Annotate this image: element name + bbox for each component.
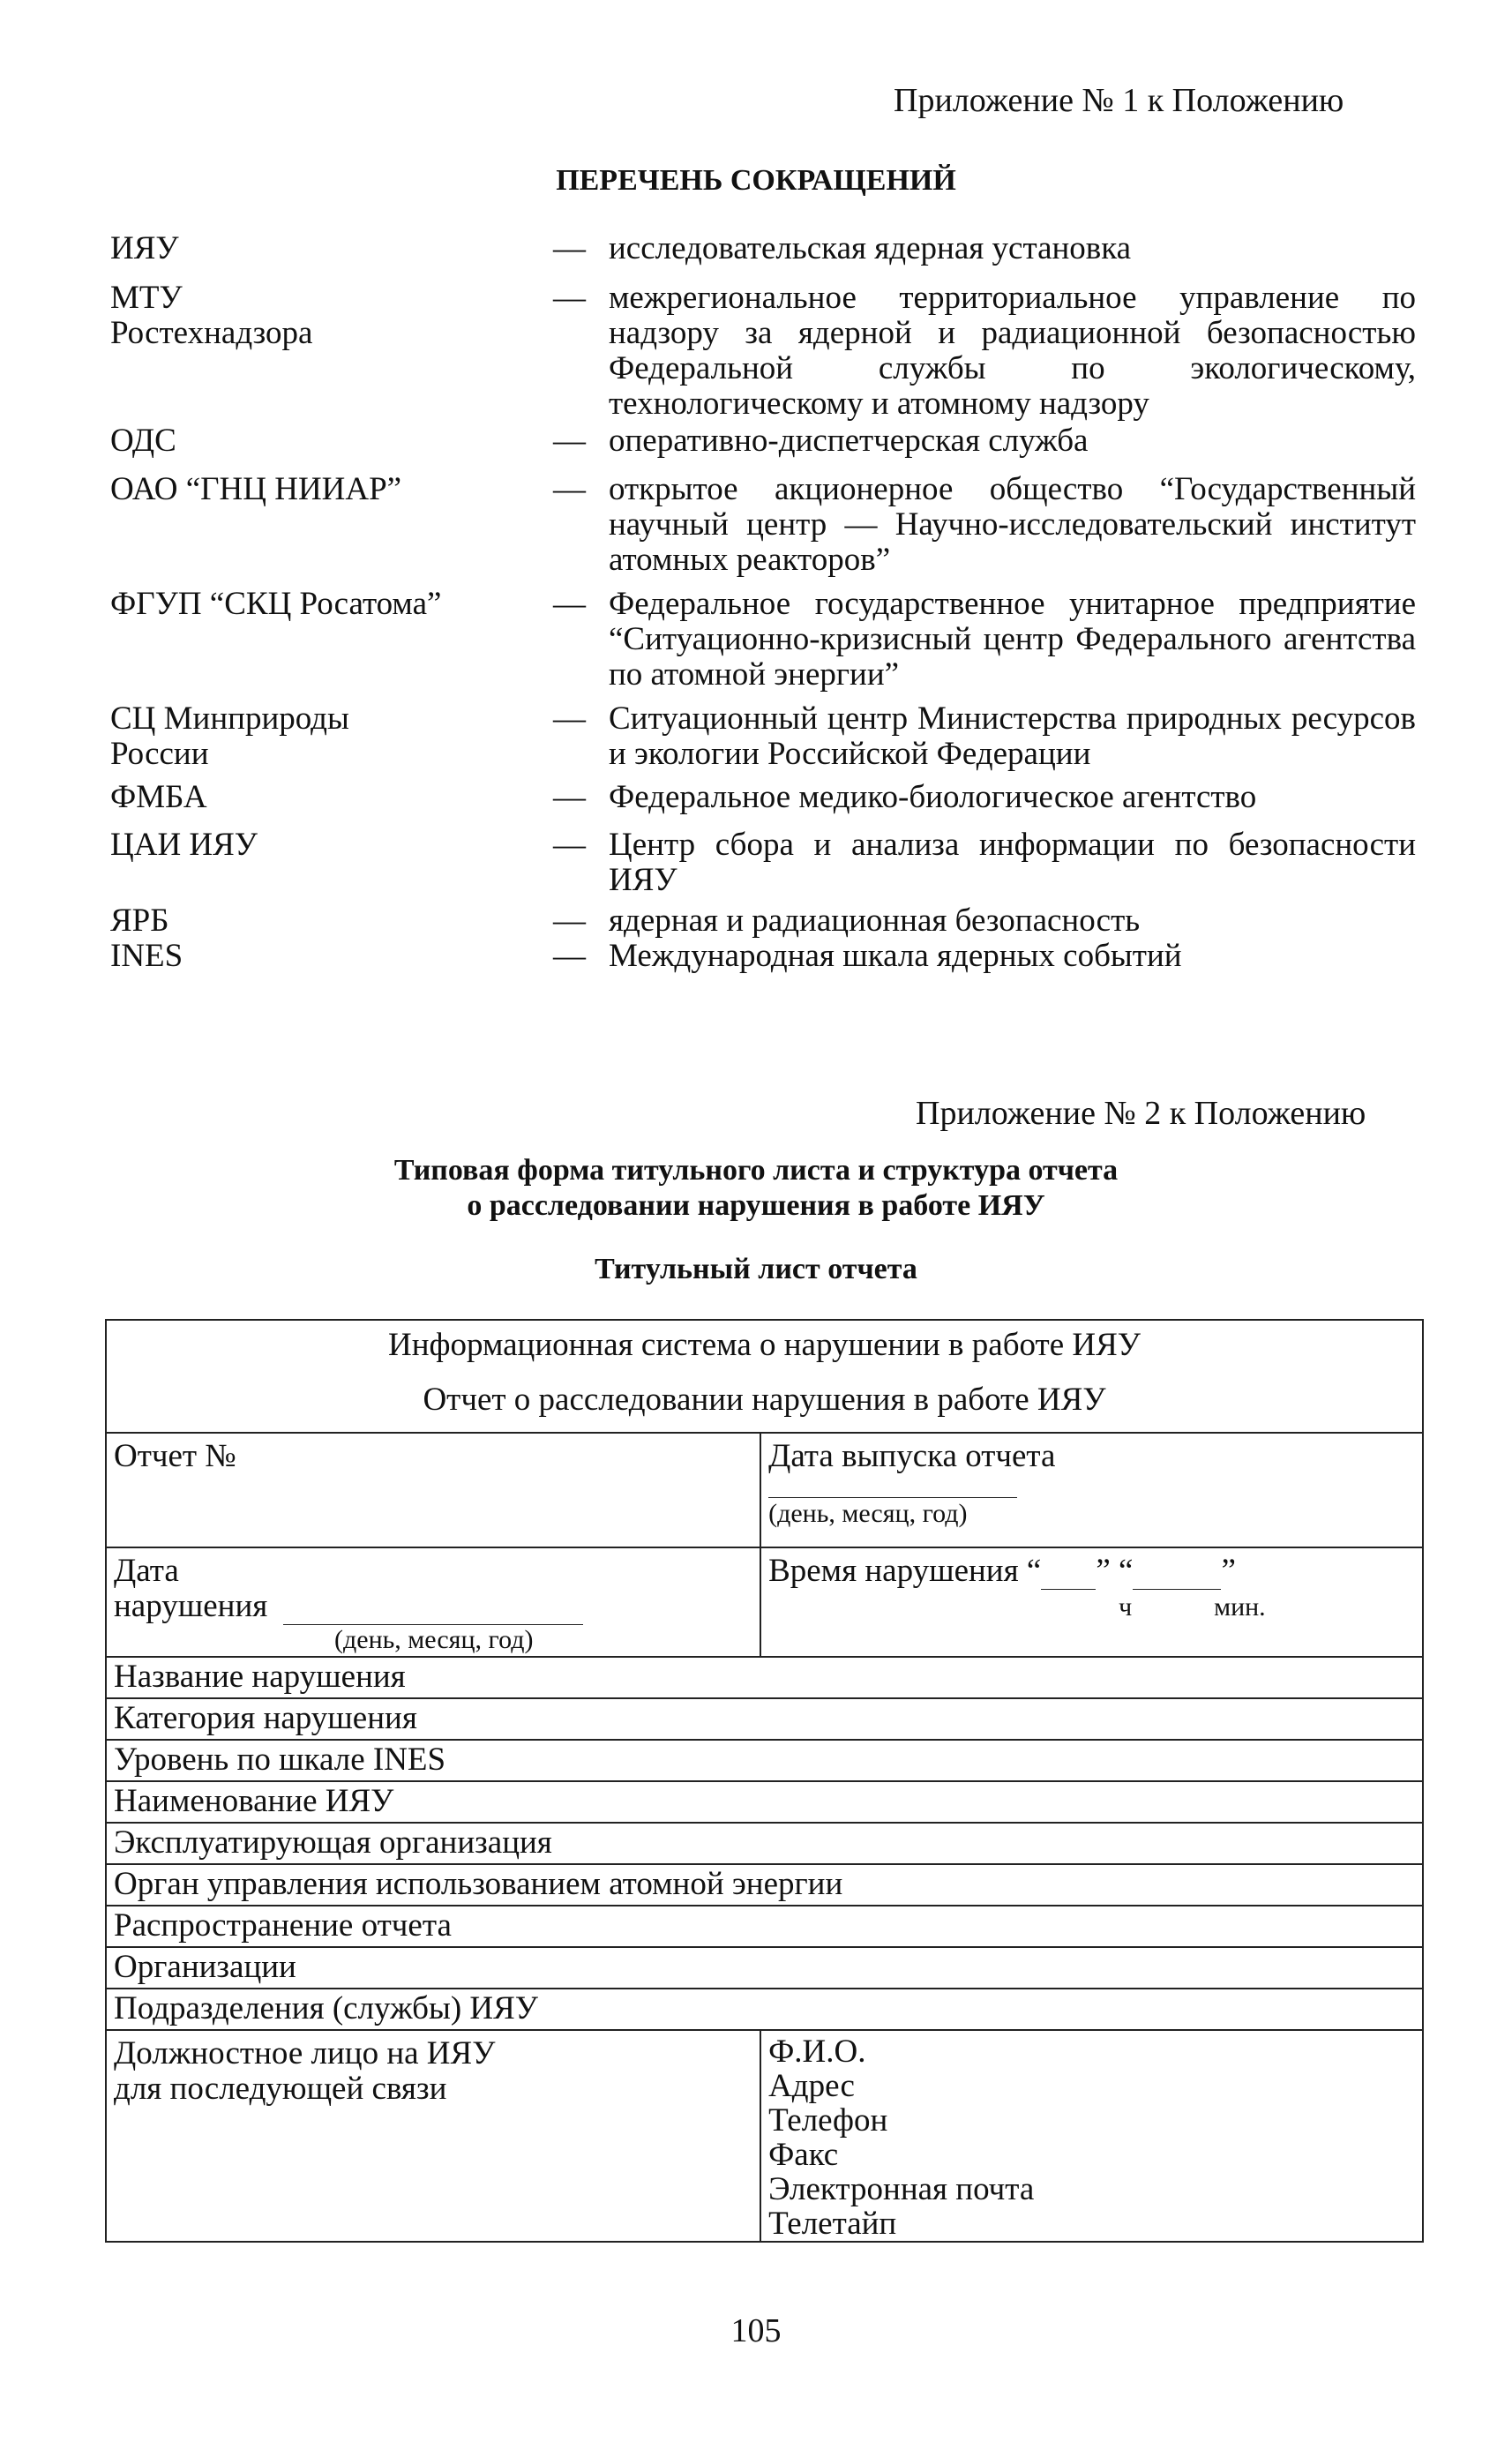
- abbreviation-dash: —: [553, 471, 586, 507]
- abbreviation-term: ОДС: [110, 423, 176, 459]
- abbreviation-term: ФГУП “СКЦ Росатома”: [110, 586, 442, 622]
- abbreviation-dash: —: [553, 280, 586, 316]
- system-name: Информационная система о нарушении в работе ИЯУ: [388, 1327, 1141, 1363]
- abbreviation-dash: —: [553, 700, 586, 737]
- abbreviation-definition: Федеральное медико-биологическое агентство: [609, 779, 1257, 815]
- abbreviation-term: СЦ Минприроды России: [110, 700, 349, 772]
- abbreviation-definition: межрегиональное территориальное управление по надзору за ядерной и радиационной безопасностью Федеральной службы по экологическому, технологическому и атомному надзору: [609, 280, 1416, 422]
- abbreviation-dash: —: [553, 586, 586, 622]
- contact-field-label: Телетайп: [768, 2206, 897, 2242]
- issue-date-hint: (день, месяц, год): [768, 1499, 968, 1528]
- abbreviation-dash: —: [553, 230, 586, 266]
- abbreviation-dash: —: [553, 779, 586, 815]
- abbreviation-term: ЯРБ: [110, 903, 169, 939]
- contact-field-label: Ф.И.О.: [768, 2034, 866, 2070]
- abbreviation-dash: —: [553, 827, 586, 863]
- abbreviation-definition: оперативно-диспетчерская служба: [609, 423, 1089, 459]
- abbreviation-definition: Ситуационный центр Министерства природных ресурсов и экологии Российской Федерации: [609, 700, 1416, 772]
- abbreviation-term: ФМБА: [110, 779, 207, 815]
- title-page-heading: Титульный лист отчета: [595, 1253, 917, 1285]
- form-field-row[interactable]: Уровень по шкале INES: [106, 1740, 1423, 1781]
- hours-hint: ч: [1119, 1592, 1133, 1622]
- hours-open-quote: “: [1026, 1553, 1042, 1589]
- contact-label-1: Должностное лицо на ИЯУ: [114, 2035, 496, 2071]
- issue-date-blank[interactable]: [768, 1474, 1017, 1498]
- contact-person-cell: [106, 2030, 760, 2242]
- minutes-close-quote: ”: [1221, 1553, 1236, 1589]
- violation-date-label-1: Дата: [114, 1553, 179, 1589]
- form-field-row[interactable]: Подразделения (службы) ИЯУ: [106, 1989, 1423, 2030]
- contact-field-label: Телефон: [768, 2102, 888, 2139]
- hours-blank[interactable]: [1041, 1554, 1096, 1590]
- abbreviation-definition: исследовательская ядерная установка: [609, 230, 1132, 266]
- abbreviation-term: INES: [110, 938, 183, 974]
- contact-label-2: для последующей связи: [114, 2071, 447, 2107]
- form-field-row[interactable]: Организации: [106, 1947, 1423, 1989]
- contact-field-label: Факс: [768, 2137, 839, 2173]
- minutes-blank[interactable]: [1133, 1554, 1221, 1590]
- abbreviation-term: ИЯУ: [110, 230, 179, 266]
- issue-date-label: Дата выпуска отчета: [768, 1438, 1056, 1474]
- abbreviation-dash: —: [553, 903, 586, 939]
- violation-date-cell: [106, 1547, 760, 1657]
- abbreviation-dash: —: [553, 938, 586, 974]
- abbreviation-term: ЦАИ ИЯУ: [110, 827, 258, 863]
- report-name: Отчет о расследовании нарушения в работе ИЯУ: [423, 1382, 1106, 1418]
- contact-details-cell: [760, 2030, 1423, 2242]
- abbreviations-title: ПЕРЕЧЕНЬ СОКРАЩЕНИЙ: [556, 164, 956, 197]
- form-field-row[interactable]: Категория нарушения: [106, 1698, 1423, 1740]
- abbreviation-definition: Международная шкала ядерных событий: [609, 938, 1182, 974]
- violation-date-label-2: нарушения: [114, 1588, 268, 1624]
- abbreviation-definition: открытое акционерное общество “Государственный научный центр — Научно-исследовательский институт атомных реакторов”: [609, 471, 1416, 578]
- abbreviation-definition: ядерная и радиационная безопасность: [609, 903, 1141, 939]
- form-field-row[interactable]: Эксплуатирующая организация: [106, 1823, 1423, 1864]
- hours-close-quote: ”: [1096, 1553, 1111, 1589]
- title-page-form: [105, 1319, 1424, 2243]
- violation-time-label: Время нарушения: [768, 1553, 1019, 1589]
- annex2-label: Приложение № 2 к Положению: [916, 1095, 1366, 1132]
- contact-field-label: Адрес: [768, 2068, 855, 2104]
- violation-date-blank[interactable]: [283, 1589, 583, 1625]
- form-field-row[interactable]: Название нарушения: [106, 1657, 1423, 1698]
- annex1-label: Приложение № 1 к Положению: [894, 82, 1344, 119]
- contact-field-label: Электронная почта: [768, 2171, 1035, 2207]
- form-field-row[interactable]: Распространение отчета: [106, 1906, 1423, 1947]
- abbreviation-dash: —: [553, 423, 586, 459]
- form-field-row[interactable]: Орган управления использованием атомной энергии: [106, 1864, 1423, 1906]
- abbreviation-term: МТУ Ростехнадзора: [110, 280, 313, 351]
- form-title-line-1: Типовая форма титульного листа и структура отчета: [393, 1154, 1119, 1187]
- abbreviation-term: ОАО “ГНЦ НИИАР”: [110, 471, 402, 507]
- form-header-cell: [106, 1320, 1423, 1433]
- violation-date-hint: (день, месяц, год): [334, 1625, 534, 1654]
- form-title-line-2: о расследовании нарушения в работе ИЯУ: [467, 1189, 1045, 1222]
- violation-time-cell: [760, 1547, 1423, 1657]
- page-number: 105: [730, 2312, 782, 2349]
- form-field-row[interactable]: Наименование ИЯУ: [106, 1781, 1423, 1823]
- minutes-hint: мин.: [1214, 1592, 1266, 1622]
- minutes-open-quote: “: [1119, 1553, 1134, 1589]
- report-number-cell: [106, 1433, 760, 1547]
- abbreviation-definition: Федеральное государственное унитарное предприятие “Ситуационно-кризисный центр Федерального агентства по атомной энергии”: [609, 586, 1416, 693]
- issue-date-cell: [760, 1433, 1423, 1547]
- abbreviation-definition: Центр сбора и анализа информации по безопасности ИЯУ: [609, 827, 1416, 898]
- report-number-label: Отчет №: [114, 1438, 236, 1474]
